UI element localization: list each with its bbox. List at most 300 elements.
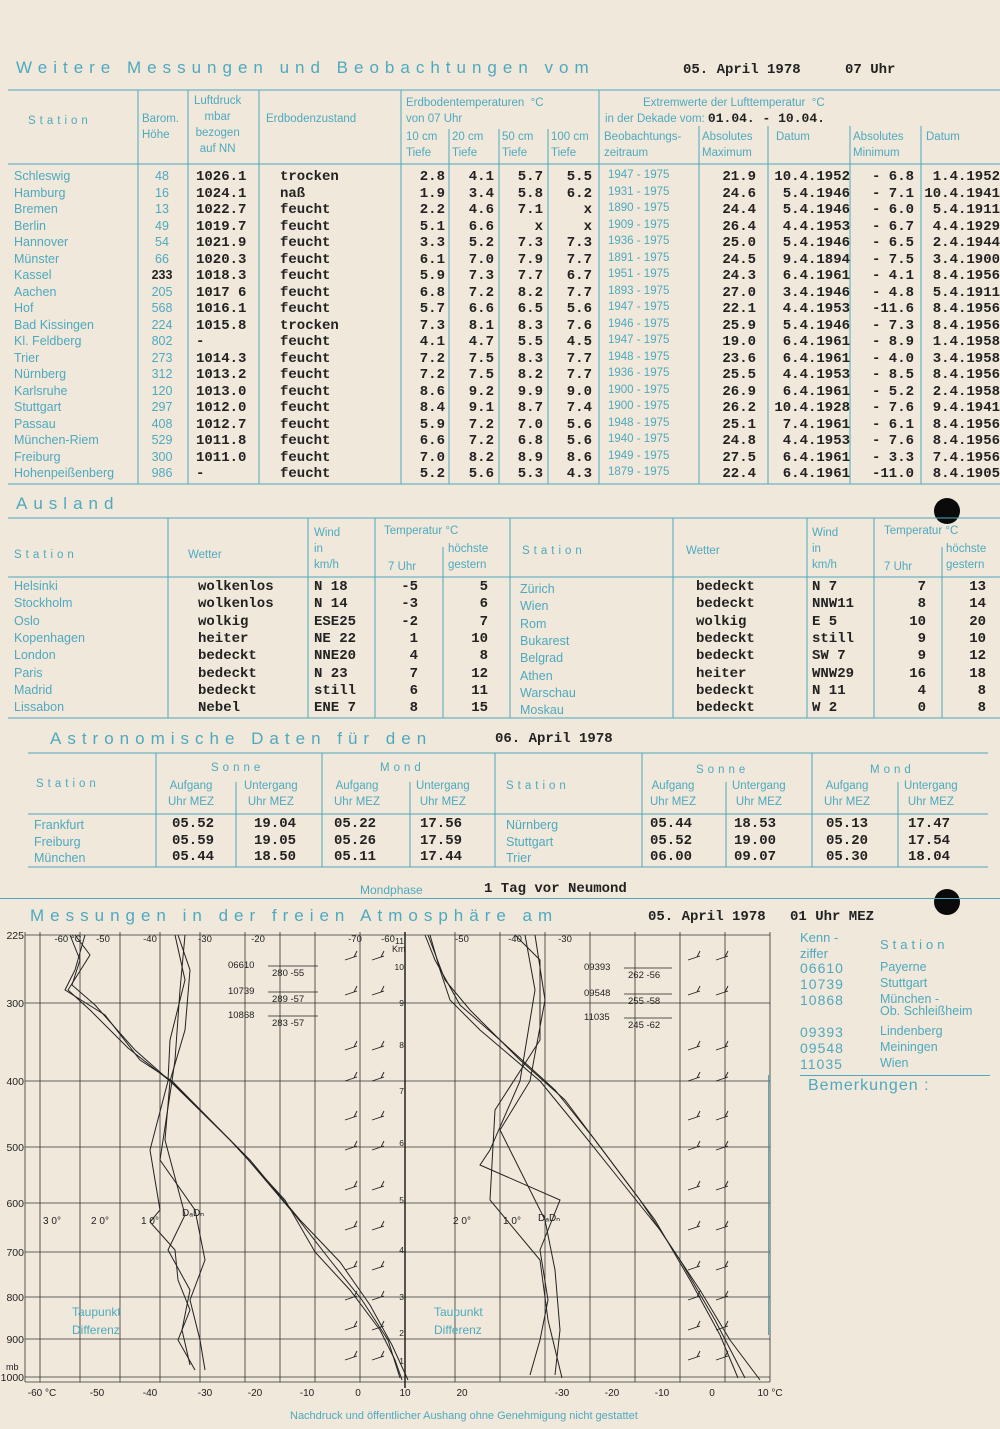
main-cell-7: 7.3 <box>566 235 592 251</box>
ausland-left-cell-1: bedeckt <box>198 648 257 665</box>
astro-hdr-untergang-1: Untergang Uhr MEZ <box>244 780 298 808</box>
astro-left-cell-0: Frankfurt <box>34 818 85 832</box>
main-cell-7: 5.6 <box>566 416 592 433</box>
main-cell-1: 66 <box>155 251 169 266</box>
main-cell-11: - 6.0 <box>871 202 914 218</box>
mondphase-value: 1 Tag vor Neumond <box>484 881 627 897</box>
ausland-right-cell-0: Warschau <box>520 685 576 700</box>
astro-left-cell-2: 19.05 <box>254 832 297 849</box>
main-hdr-depth-20: 20 cm Tiefe <box>452 131 484 159</box>
ausland-right-cell-2: NNW11 <box>812 596 855 613</box>
tropo-code: 09393 <box>584 962 611 973</box>
astro-right-cell-1: 06.00 <box>650 849 693 865</box>
main-cell-10: 6.4.1961 <box>782 466 850 482</box>
main-cell-11: -11.6 <box>871 301 914 317</box>
aerology-title: Messungen in der freien Atmosphäre am <box>30 906 559 925</box>
main-cell-3: feucht <box>280 466 331 482</box>
dew-profile <box>160 935 205 1370</box>
main-cell-10: 4.4.1953 <box>782 433 850 449</box>
main-cell-8: 1891 - 1975 <box>608 251 670 264</box>
main-hdr-barom: Barom. Höhe <box>142 113 180 141</box>
main-cell-1: 205 <box>151 284 173 299</box>
tropo-code: 10739 <box>228 986 255 997</box>
main-cell-3: feucht <box>280 218 331 235</box>
main-cell-8: 1948 - 1975 <box>608 350 670 363</box>
main-cell-7: 5.5 <box>566 169 592 185</box>
legend-station: München - Ob. Schleißheim <box>880 992 973 1018</box>
astro-right-cell-2: 18.53 <box>734 816 777 832</box>
main-cell-8: 1909 - 1975 <box>608 218 670 231</box>
main-cell-1: 300 <box>151 449 173 464</box>
temp-axis-label: -60 °C <box>27 1388 57 1399</box>
wind-barb <box>716 1041 728 1050</box>
main-cell-12: 7.4.1956 <box>932 449 1000 466</box>
main-cell-8: 1900 - 1975 <box>608 400 670 412</box>
km-label: Km <box>392 944 406 954</box>
astro-hdr-untergang-3: Untergang Uhr MEZ <box>732 780 786 808</box>
bemerkungen-line <box>800 1075 990 1076</box>
main-cell-7: 7.7 <box>566 350 592 367</box>
pressure-label: 400 <box>6 1076 24 1088</box>
main-cell-10: 5.4.1946 <box>782 235 850 251</box>
astro-hdr-mond-right: Mond <box>870 764 915 776</box>
legend-station: Stuttgart <box>880 976 928 990</box>
taupunkt-label: Taupunkt <box>434 1305 483 1319</box>
main-cell-4: 7.0 <box>419 449 445 466</box>
wind-barb <box>345 1041 357 1050</box>
ausland-left-cell-2: ESE25 <box>314 613 357 630</box>
dew-label: 1 0° <box>141 1216 159 1227</box>
main-hdr-beob: Beobachtungs- zeitraum <box>604 131 682 159</box>
main-cell-9: 26.4 <box>722 218 756 235</box>
wind-barb <box>716 951 728 960</box>
main-cell-5: 9.1 <box>468 400 494 416</box>
main-cell-0: Berlin <box>14 218 46 233</box>
main-cell-7: x <box>583 218 592 235</box>
ausland-hdr-wetter-right: Wetter <box>686 545 720 557</box>
wind-barb <box>716 986 728 995</box>
legend-code: 10868 <box>800 992 844 1008</box>
main-cell-8: 1931 - 1975 <box>608 185 670 198</box>
main-hdr-extreme: Extremwerte der Lufttemperatur °C in der Dekade vom: 01.04. - 10.04. <box>605 97 825 126</box>
main-cell-9: 24.3 <box>722 268 756 284</box>
ausland-left-cell-2: still <box>314 682 357 699</box>
main-cell-5: 7.3 <box>468 268 494 284</box>
main-title: Weitere Messungen und Beobachtungen vom <box>16 58 595 77</box>
main-cell-3: feucht <box>280 350 331 367</box>
main-cell-3: feucht <box>280 284 331 301</box>
main-hdr-erdbodentemp: Erdbodentemperaturen °C von 07 Uhr <box>406 97 544 125</box>
main-cell-8: 1936 - 1975 <box>608 367 670 379</box>
astro-left-cell-4: 17.59 <box>420 832 463 849</box>
wind-barb <box>345 1072 357 1081</box>
main-cell-12: 4.4.1929 <box>932 218 1000 235</box>
main-cell-12: 2.4.1944 <box>932 235 1000 251</box>
wind-barb <box>372 1041 384 1050</box>
temp-axis-label: 20 <box>456 1388 468 1399</box>
main-cell-7: 7.4 <box>566 400 592 416</box>
dew-profile <box>490 935 562 1378</box>
dew-symbol: DₐDₙ <box>538 1213 561 1224</box>
main-cell-10: 5.4.1946 <box>782 317 850 334</box>
main-cell-0: Hannover <box>14 235 69 249</box>
astro-hdr-station-right: Station <box>506 780 570 792</box>
ausland-left-cell-2: NE 22 <box>314 630 357 647</box>
main-cell-5: 3.4 <box>468 185 494 202</box>
wind-barb <box>688 1181 700 1190</box>
main-cell-4: 6.6 <box>419 433 445 449</box>
ausland-right-cell-1: bedeckt <box>696 630 755 647</box>
ausland-left-cell-4: 15 <box>471 700 488 717</box>
main-cell-11: - 7.3 <box>871 317 914 334</box>
main-cell-4: 7.3 <box>419 317 445 334</box>
main-cell-6: 8.2 <box>517 284 543 301</box>
main-cell-1: 273 <box>151 350 173 365</box>
main-cell-3: feucht <box>280 400 331 416</box>
main-hdr-datum2: Datum <box>926 131 960 143</box>
main-cell-0: Bad Kissingen <box>14 317 94 332</box>
main-cell-4: 3.3 <box>419 235 445 251</box>
main-cell-3: naß <box>280 185 306 202</box>
pressure-label: 800 <box>6 1292 24 1304</box>
main-cell-12: 1.4.1958 <box>932 334 1000 350</box>
main-cell-2: - <box>196 466 205 482</box>
main-cell-9: 22.4 <box>722 466 756 482</box>
ausland-left-cell-2: N 18 <box>314 579 348 595</box>
legend-code: 06610 <box>800 960 844 976</box>
ausland-left-cell-3: -5 <box>401 579 418 595</box>
temp-axis-label: -20 <box>247 1388 263 1399</box>
ausland-hdr-hoechste-left: höchste gestern <box>448 543 489 571</box>
astro-left-cell-3: 05.11 <box>334 849 377 865</box>
ausland-right-cell-3: 16 <box>909 665 926 682</box>
main-cell-2: 1018.3 <box>196 268 247 284</box>
ausland-left-cell-4: 8 <box>479 648 488 665</box>
astro-right-cell-0: Stuttgart <box>506 834 554 849</box>
main-cell-6: 7.1 <box>517 202 543 218</box>
tropo-value: 245 -62 <box>628 1020 661 1031</box>
aerology-time: 01 Uhr MEZ <box>790 909 875 925</box>
main-hdr-datum: Datum <box>776 131 810 143</box>
astro-right-cell-4: 17.54 <box>908 832 951 849</box>
ausland-right-cell-0: Zürich <box>520 582 555 596</box>
ausland-left-cell-1: wolkig <box>198 613 249 630</box>
main-cell-7: 4.3 <box>566 466 592 482</box>
main-cell-12: 8.4.1956 <box>932 416 1000 433</box>
ausland-hdr-temp-right: Temperatur °C <box>884 525 959 537</box>
differenz-label: Differenz <box>72 1323 120 1337</box>
ausland-right-cell-4: 13 <box>969 579 986 595</box>
astro-right-cell-1: 05.52 <box>650 832 693 849</box>
km-tick: 7 <box>399 1086 404 1096</box>
ausland-left-cell-0: Helsinki <box>14 579 58 593</box>
main-cell-5: 7.2 <box>468 433 494 449</box>
main-cell-6: 6.5 <box>517 301 543 317</box>
astro-hdr-station-left: Station <box>36 778 100 790</box>
wind-barb <box>345 1141 357 1150</box>
main-cell-5: 7.2 <box>468 284 494 301</box>
main-cell-1: 54 <box>155 235 169 249</box>
ausland-left-cell-0: Madrid <box>14 682 53 697</box>
temp-top-label: -30 <box>558 934 572 945</box>
km-tick: 5 <box>399 1195 404 1205</box>
pressure-label: 600 <box>6 1198 24 1210</box>
main-cell-6: 8.3 <box>517 350 543 367</box>
main-cell-10: 7.4.1961 <box>782 416 850 433</box>
main-cell-11: - 7.1 <box>871 185 914 202</box>
ausland-right-cell-2: still <box>812 630 855 647</box>
wind-barb <box>372 1111 384 1120</box>
bemerkungen-label: Bemerkungen : <box>808 1077 930 1094</box>
main-cell-8: 1879 - 1975 <box>608 466 670 478</box>
ausland-right-cell-3: 4 <box>917 682 926 699</box>
ausland-left-cell-0: Stockholm <box>14 596 73 611</box>
ausland-left-cell-4: 12 <box>471 665 488 682</box>
ausland-left-cell-1: heiter <box>198 630 249 647</box>
main-cell-0: Münster <box>14 251 60 266</box>
wind-barb <box>688 1261 700 1270</box>
main-cell-2: 1015.8 <box>196 317 247 334</box>
main-cell-12: 8.4.1956 <box>932 317 1000 334</box>
main-cell-1: 224 <box>151 317 173 332</box>
tropo-value: 255 -58 <box>628 996 661 1007</box>
wind-barb <box>688 1111 700 1120</box>
ausland-left-cell-1: wolkenlos <box>198 579 274 595</box>
main-cell-0: Nürnberg <box>14 367 67 381</box>
astro-date: 06. April 1978 <box>495 731 613 747</box>
main-cell-11: - 4.8 <box>871 284 914 301</box>
ausland-right-cell-2: W 2 <box>812 700 838 717</box>
main-cell-11: -11.0 <box>871 466 914 482</box>
main-cell-11: - 7.6 <box>871 400 914 416</box>
main-cell-5: 4.7 <box>468 334 494 350</box>
astro-left-cell-0: München <box>34 851 86 865</box>
ausland-right-cell-4: 8 <box>977 700 986 717</box>
ausland-left-cell-2: NNE20 <box>314 648 357 665</box>
wind-barb <box>688 1351 700 1360</box>
ausland-right-cell-4: 12 <box>969 648 986 665</box>
main-cell-7: 7.7 <box>566 251 592 268</box>
ausland-right-cell-2: WNW29 <box>812 665 855 682</box>
main-cell-7: x <box>583 202 592 218</box>
legend-code: 11035 <box>800 1056 843 1072</box>
main-cell-12: 9.4.1941 <box>932 400 1000 416</box>
main-cell-9: 26.9 <box>722 383 756 400</box>
ausland-hdr-wetter-left: Wetter <box>188 549 222 561</box>
main-cell-4: 8.6 <box>419 383 445 400</box>
main-cell-9: 26.2 <box>722 400 756 416</box>
wind-barb <box>688 1221 700 1230</box>
ausland-right-cell-4: 18 <box>969 665 986 682</box>
km-tick: 10 <box>394 962 404 972</box>
astro-left-cell-4: 17.56 <box>420 816 463 832</box>
main-cell-12: 2.4.1958 <box>932 383 1000 400</box>
main-cell-3: feucht <box>280 449 331 466</box>
astro-left-cell-1: 05.44 <box>172 849 215 865</box>
main-cell-8: 1946 - 1975 <box>608 317 670 330</box>
main-cell-6: 8.9 <box>517 449 543 466</box>
main-hdr-absmin: Absolutes Minimum <box>853 131 904 159</box>
main-cell-11: - 5.2 <box>871 383 914 400</box>
main-cell-3: trocken <box>280 169 339 185</box>
main-cell-1: 986 <box>151 466 173 480</box>
main-cell-5: 8.1 <box>468 317 494 334</box>
main-cell-6: 9.9 <box>517 383 543 400</box>
main-cell-1: 233 <box>151 268 173 282</box>
temp-axis-label: 10 <box>399 1388 411 1399</box>
temp-axis-label: -40 <box>142 1388 158 1399</box>
legend-station: Wien <box>880 1056 909 1070</box>
ausland-left-cell-3: 1 <box>409 630 418 647</box>
ausland-right-cell-0: Bukarest <box>520 633 570 648</box>
wind-barb <box>345 1181 357 1190</box>
main-cell-10: 9.4.1894 <box>782 251 850 268</box>
wind-barb <box>372 986 384 995</box>
legend-station: Payerne <box>880 960 927 974</box>
wind-barb <box>688 986 700 995</box>
main-cell-0: Stuttgart <box>14 400 62 414</box>
main-cell-11: - 7.5 <box>871 251 914 268</box>
main-cell-5: 7.5 <box>468 350 494 367</box>
main-cell-7: 6.7 <box>566 268 592 284</box>
wind-barb <box>372 1291 384 1300</box>
main-time: 07 Uhr <box>845 62 896 78</box>
ausland-right-cell-0: Wien <box>520 599 549 614</box>
main-cell-2: 1012.0 <box>196 400 247 416</box>
ausland-right-cell-2: SW 7 <box>812 648 846 665</box>
main-cell-0: Aachen <box>14 284 57 299</box>
astro-left-cell-1: 05.52 <box>172 816 215 832</box>
ausland-right-cell-3: 0 <box>917 700 926 717</box>
temp-top-label: -30 <box>198 934 212 945</box>
main-cell-10: 5.4.1946 <box>782 202 850 218</box>
main-cell-10: 5.4.1946 <box>782 185 850 202</box>
main-cell-6: 7.3 <box>517 235 543 251</box>
main-cell-1: 13 <box>155 202 169 216</box>
temp-axis-label: -30 <box>554 1388 570 1399</box>
dew-label: 1 0° <box>503 1216 521 1227</box>
main-cell-9: 24.8 <box>722 433 756 449</box>
wind-barb <box>345 951 357 960</box>
ausland-right-cell-1: wolkig <box>696 613 747 630</box>
main-cell-5: 6.6 <box>468 301 494 317</box>
main-cell-3: feucht <box>280 383 331 400</box>
astro-hdr-aufgang-1: Aufgang Uhr MEZ <box>168 780 214 808</box>
main-cell-0: Kl. Feldberg <box>14 334 82 348</box>
temp-axis-label: -30 <box>197 1388 213 1399</box>
ausland-right-cell-0: Moskau <box>520 703 564 718</box>
main-cell-0: Hof <box>14 301 34 315</box>
ausland-right-cell-4: 14 <box>969 596 986 613</box>
temp-top-label: -40 <box>508 934 522 945</box>
main-cell-10: 6.4.1961 <box>782 449 850 466</box>
main-cell-6: 8.3 <box>517 317 543 334</box>
wind-barb <box>716 1141 728 1150</box>
main-cell-9: 25.5 <box>722 367 756 383</box>
main-cell-12: 8.4.1956 <box>932 433 1000 449</box>
legend-station: Meiningen <box>880 1040 938 1054</box>
main-cell-3: feucht <box>280 433 331 449</box>
ausland-hdr-hoechste-right: höchste gestern <box>946 543 987 571</box>
main-cell-5: 4.1 <box>468 169 494 185</box>
main-cell-6: 7.9 <box>517 251 543 268</box>
wind-barb <box>372 1221 384 1230</box>
main-cell-4: 8.4 <box>419 400 445 416</box>
main-cell-2: 1017 6 <box>196 284 247 301</box>
main-cell-3: feucht <box>280 301 331 317</box>
wind-barb <box>716 1111 728 1120</box>
main-date: 05. April 1978 <box>683 62 801 78</box>
main-cell-8: 1940 - 1975 <box>608 433 670 445</box>
main-cell-2: 1022.7 <box>196 202 247 218</box>
main-cell-9: 24.5 <box>722 251 756 268</box>
dew-label: 2 0° <box>453 1216 471 1227</box>
main-cell-4: 5.2 <box>419 466 445 482</box>
differenz-label: Differenz <box>434 1323 482 1337</box>
main-hdr-absmax: Absolutes Maximum <box>702 131 753 159</box>
main-cell-11: - 7.6 <box>871 433 914 449</box>
ausland-left-cell-0: Lissabon <box>14 700 65 715</box>
main-cell-5: 7.2 <box>468 416 494 433</box>
main-cell-8: 1947 - 1975 <box>608 301 670 313</box>
main-cell-2: 1012.7 <box>196 416 247 433</box>
ausland-right-cell-1: bedeckt <box>696 596 755 613</box>
main-cell-4: 7.2 <box>419 350 445 367</box>
main-cell-8: 1951 - 1975 <box>608 268 670 280</box>
ausland-hdr-station-right: Station <box>522 545 586 557</box>
astro-hdr-sonne-right: Sonne <box>696 764 750 776</box>
ausland-left-cell-4: 11 <box>471 682 488 699</box>
ausland-left-cell-2: N 23 <box>314 665 348 682</box>
astro-right-cell-4: 17.47 <box>908 816 951 832</box>
main-cell-9: 25.0 <box>722 235 756 251</box>
main-cell-3: trocken <box>280 317 339 334</box>
main-cell-2: 1024.1 <box>196 185 247 202</box>
main-cell-10: 6.4.1961 <box>782 350 850 367</box>
wind-barb <box>716 1261 728 1270</box>
ausland-right-cell-2: E 5 <box>812 613 838 630</box>
wind-barb <box>716 1291 728 1300</box>
wind-barb <box>716 1351 728 1360</box>
main-cell-6: 5.3 <box>517 466 543 482</box>
main-hdr-depth-10: 10 cm Tiefe <box>406 131 438 159</box>
main-cell-8: 1893 - 1975 <box>608 284 670 297</box>
main-cell-9: 25.1 <box>722 416 756 433</box>
temp-top-label: -40 <box>143 934 157 945</box>
wind-barb <box>345 1321 357 1330</box>
main-cell-12: 5.4.1911 <box>932 202 1000 218</box>
ausland-right-cell-0: Rom <box>520 616 547 631</box>
wind-barb <box>372 1351 384 1360</box>
main-cell-2: 1021.9 <box>196 235 247 251</box>
main-cell-1: 529 <box>151 433 173 447</box>
main-cell-0: Passau <box>14 416 56 431</box>
main-cell-7: 7.7 <box>566 284 592 301</box>
main-cell-12: 3.4.1958 <box>932 350 1000 367</box>
wind-barb <box>345 1291 357 1300</box>
pressure-label: 500 <box>6 1142 24 1154</box>
main-hdr-depth-50: 50 cm Tiefe <box>502 131 534 159</box>
main-cell-7: 4.5 <box>566 334 592 350</box>
temp-axis-label: -10 <box>299 1388 315 1399</box>
main-cell-11: - 6.5 <box>871 235 914 251</box>
astro-right-cell-2: 19.00 <box>734 832 777 849</box>
ausland-left-cell-1: bedeckt <box>198 665 257 682</box>
main-cell-4: 5.9 <box>419 416 445 433</box>
main-cell-2: 1014.3 <box>196 350 247 367</box>
main-cell-12: 10.4.1941 <box>924 185 1000 202</box>
tropo-value: 280 -55 <box>272 968 305 979</box>
